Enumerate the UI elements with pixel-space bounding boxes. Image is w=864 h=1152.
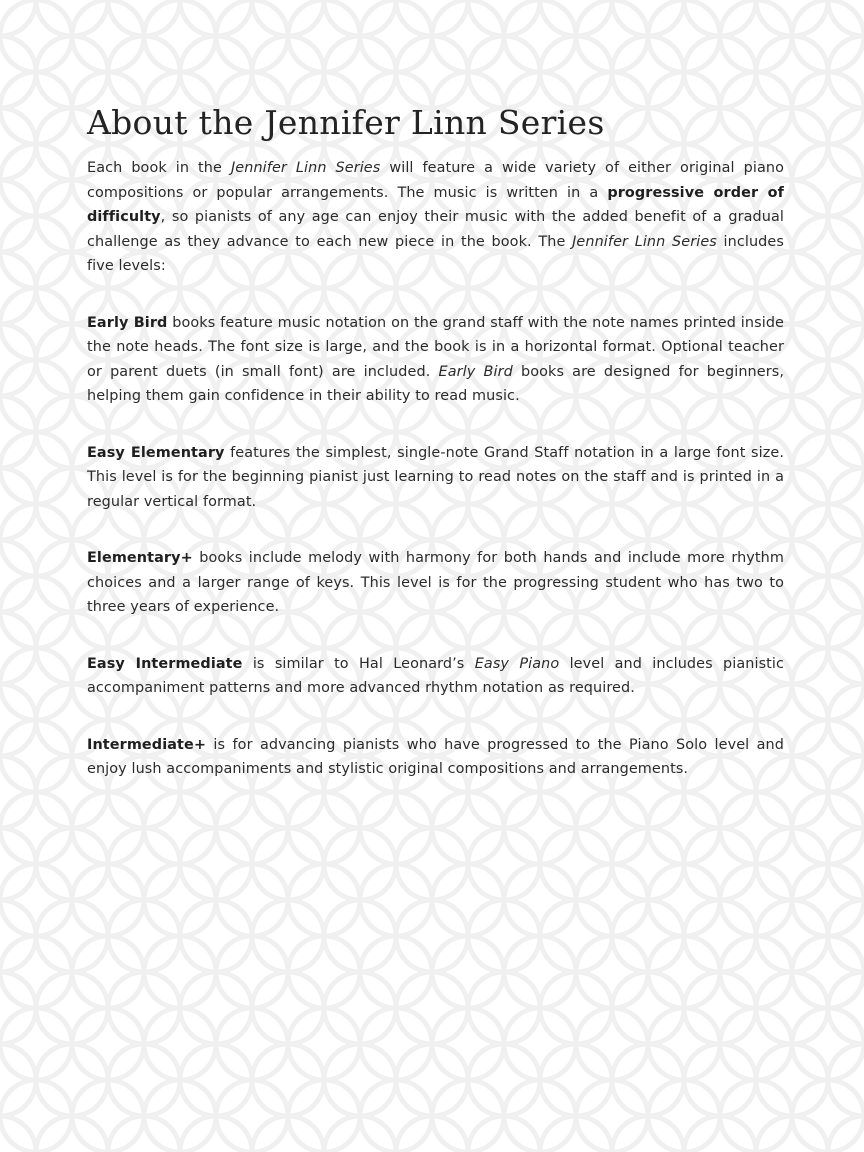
- intro-text-1: Each book in the: [87, 160, 231, 176]
- level-description: books feature music notation on the grand staff with the note names printed inside the note heads. The font size is large, and the book is in a horizontal format. Optional teacher or parent duets (in small font) are included.: [87, 314, 785, 380]
- level-description: is similar to Hal Leonard’s: [242, 655, 475, 672]
- level-description: books include melody with harmony for both hands and include more rhythm choices and a larger range of keys. This level is for the progressing student who has two to three years of experience.: [87, 550, 784, 615]
- page-title: About the Jennifer Linn Series: [87, 103, 605, 142]
- intro-paragraph: [87, 156, 784, 279]
- level-italic-name: Easy Piano: [474, 655, 560, 672]
- level-description-2: books are designed for beginners, helping them gain confidence in their ability to read music.: [87, 363, 785, 404]
- level-easy-intermediate: [87, 652, 784, 701]
- level-italic-name: Early Bird: [438, 363, 513, 380]
- level-name: Easy Intermediate: [87, 655, 243, 672]
- level-description: features the simplest, single-note Grand Staff notation in a large font size. This level is for the beginning pianist just learning to read notes on the staff and is printed in a regular vertical format.: [87, 444, 785, 510]
- level-description-2: level and includes pianistic accompaniment patterns and more advanced rhythm notation as required.: [87, 655, 785, 696]
- intro-text-4: includes five levels:: [87, 233, 784, 274]
- level-name: Elementary+: [87, 550, 193, 566]
- series-name-2: Jennifer Linn Series: [572, 233, 717, 250]
- level-early-bird: [87, 311, 784, 409]
- difficulty-emphasis: progressive order of difficulty: [87, 184, 784, 225]
- level-easy-elementary: [87, 441, 784, 515]
- level-name: Easy Elementary: [87, 444, 225, 461]
- level-intermediate-plus: [87, 733, 784, 782]
- level-name: Intermediate+: [87, 736, 207, 753]
- intro-text-2: will feature a wide variety of either original piano compositions or popular arrangements. The music is written in a: [87, 160, 784, 201]
- page-content: [87, 100, 784, 814]
- series-name: Jennifer Linn Series: [230, 160, 381, 176]
- level-name: Early Bird: [87, 314, 168, 331]
- level-elementary-plus: [87, 546, 784, 620]
- level-description: is for advancing pianists who have progressed to the Piano Solo level and enjoy lush accompaniments and stylistic original compositions and arrangements.: [87, 736, 784, 777]
- intro-text-3: , so pianists of any age can enjoy their music with the added benefit of a gradual challenge as they advance to each new piece in the book. The: [87, 209, 784, 250]
